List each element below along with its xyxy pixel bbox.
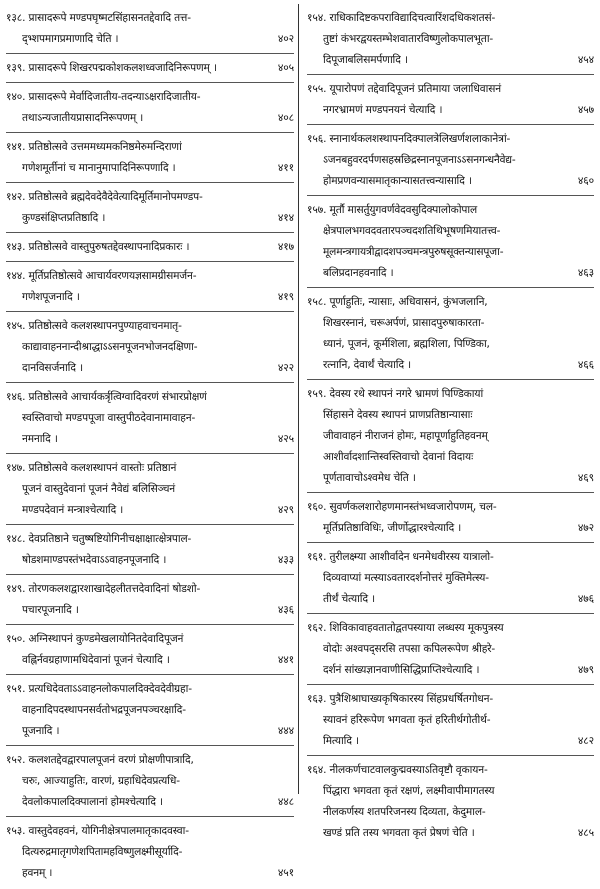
entry-continuation-line: पिंद्धारा भगवता कृतं रक्षणं, लक्ष्मीवापीमागतस्य — [323, 785, 495, 797]
page-number: ४६३ — [577, 267, 594, 279]
entry-heading-line: १३९. प्रासादरूपे शिखरपद्मकोशकलशध्वजादिनिरूपणम् । ४०५ — [6, 58, 294, 79]
index-entry — [6, 235, 294, 262]
page-number: ४७९ — [577, 664, 594, 676]
index-entry — [6, 185, 294, 233]
page-number: ४२२ — [277, 362, 294, 374]
entry-heading-line: १५०. अग्निस्थापनं कुण्डमेखलायोनितदेवादिपूजनं — [6, 633, 184, 645]
index-entry — [6, 748, 294, 817]
page-number: ४५७ — [577, 104, 594, 116]
index-entry — [307, 127, 594, 196]
entry-heading-line: १४८. देवप्रतिष्ठाने चतुष्षष्टियोगिनीचक्षाक्षात्क्षेत्रपाल- — [6, 533, 192, 545]
entry-heading-line: १५९. देवस्य रथे स्थापनं नगरे भ्रामणं पिण्डिकायां — [307, 388, 484, 400]
entry-heading-line: १४६. प्रतिष्ठोत्सवे आचार्यकर्त्रृत्विग्वादिवरणं संभारप्रोक्षणं — [6, 391, 207, 403]
page-number: ४८२ — [577, 735, 594, 747]
entry-continuation-line: वोदोः अश्वपद्सरसि तपसा कपिलरूपेण श्रीहरे- — [323, 643, 496, 655]
entry-continuation-line: बलिप्रदानहवनादि । ४६३ — [307, 263, 594, 284]
index-entry — [6, 264, 294, 312]
page-number: ४४४ — [277, 725, 294, 737]
page-number: ४१४ — [277, 212, 294, 224]
page-number: ४५१ — [277, 867, 294, 879]
index-entry — [307, 6, 594, 75]
entry-heading-line: १५६. स्नानार्थकलशस्थापनदिक्पालत्रेलिखर्णशलाकानेत्रां- — [307, 133, 511, 145]
entry-continuation-line: देवलोकपालदिक्पालानां होमश्चेत्यादि । ४४८ — [6, 792, 294, 813]
index-entry — [6, 385, 294, 454]
entry-continuation-line: तीर्थं चेत्यादि । ४७६ — [307, 589, 594, 610]
entry-heading-line: १५१. प्रत्यधिदेवताऽऽवाहनलोकपालदिक्देवदेवीग्रहा- — [6, 683, 192, 695]
page-number: ४७२ — [577, 522, 594, 534]
page-number: ४६९ — [577, 472, 594, 484]
page-number: ४६० — [577, 175, 594, 187]
index-entry — [6, 577, 294, 625]
entry-continuation-line: रत्नानि, देवार्थं चेत्यादि । ४६६ — [307, 355, 594, 376]
index-entry — [6, 627, 294, 675]
entry-continuation-line: स्वस्तिवाचो मण्डपपूजा वास्तुपीठदेवानामावाहन- — [22, 412, 196, 424]
entry-continuation-line: शिखरस्नानं, चरूअर्पणं, प्रासादपुरुषाकारता- — [323, 317, 485, 329]
entry-continuation-line: क्षेत्रपालभगवदवतारपञ्चदशतिथिभूषणमियातत्त्व- — [323, 225, 501, 237]
entry-continuation-line: दिपूजाबलिसमर्पणादि । ४५४ — [307, 50, 594, 71]
entry-heading-line: १४१. प्रतिष्ठोत्सवे उत्तममध्यमकनिष्ठमेरुमन्दिराणां — [6, 141, 182, 153]
entry-heading-line: १४०. प्रासादरूपे मेर्वादिजातीय-तदन्याऽक्षरादिजातीय- — [6, 91, 201, 103]
index-entry — [307, 758, 594, 847]
entry-heading-line: १४३. प्रतिष्ठोत्सवे वास्तुपुरुषतद्देवस्थापनादिप्रकारः । ४१७ — [6, 237, 294, 258]
page-number: ४२५ — [277, 433, 294, 445]
entry-continuation-line: सिंहासने देवस्य स्थापनं प्राणप्रतिष्ठान्यासाः — [323, 409, 473, 421]
entry-continuation-line: जीवावाहनं नीराजनं होमः, महापूर्णाहुतिहवनम् — [323, 430, 488, 442]
index-entry — [6, 677, 294, 746]
entry-continuation-line: मूर्तिप्रतिष्ठाविधिः, जीर्णोद्धारश्चेत्यादि । ४७२ — [307, 518, 594, 539]
index-entry — [6, 135, 294, 183]
page-number: ४५४ — [577, 54, 594, 66]
index-entry — [307, 545, 594, 614]
entry-continuation-line: कुण्डसंक्षिप्तप्रतिष्ठादि । ४१४ — [6, 208, 294, 229]
entry-continuation-line: दर्शनं सांख्यज्ञानवाणीसिद्धिप्राप्तिश्चेत्यादि । ४७९ — [307, 660, 594, 681]
entry-continuation-line: पूजनादि । ४४४ — [6, 721, 294, 742]
entry-continuation-line: द्भ्शपमागप्रमाणादि चेति । ४०२ — [6, 29, 294, 50]
index-entry — [6, 456, 294, 525]
entry-continuation-line: काद्यावाहननान्दीश्राद्धाऽऽसनपूजनभोजनदक्षिणा- — [22, 341, 198, 353]
entry-continuation-line: दिव्यवाप्यां मत्स्याऽवतारदर्शनोत्तरं मुक्तिमेत्स्य- — [323, 572, 489, 584]
entry-continuation-line: नमनादि । ४२५ — [6, 429, 294, 450]
page-number: ४४१ — [277, 654, 294, 666]
index-entry — [6, 527, 294, 575]
entry-continuation-line: षोडशमाण्डपस्तंभदेवाऽऽवाहनपूजनादि । ४३३ — [6, 550, 294, 571]
entry-continuation-line: वह्निर्नवग्रहाणामधिदेवानां पूजनं चेत्यादि । ४४१ — [6, 650, 294, 671]
entry-heading-line: १४२. प्रतिष्ठोत्सवे ब्रह्मदेवदेवैदेवेत्यादिमूर्तिमानोपमण्डप- — [6, 191, 203, 203]
entry-heading-line: १४९. तोरणकलशद्वारशाखादेहलीतत्तदेवादिनां षोडशो- — [6, 583, 201, 595]
entry-continuation-line: पूर्णतावाचोऽश्वमेध चेति । ४६९ — [307, 468, 594, 489]
entry-continuation-line: स्यावनं हरिरूपेण भगवता कृतं हरितीर्थगोतीर्थ- — [323, 714, 491, 726]
page-number: ४११ — [277, 162, 294, 174]
entry-continuation-line: नीलकर्णस्य शतपरिजनस्य दिव्यता, केदुमाल- — [323, 806, 486, 818]
entry-heading-line: १६१. तुरीलक्ष्म्या आशीर्वादेन धनमेधवीरस्य यात्रालो- — [307, 551, 494, 563]
index-entry — [307, 382, 594, 493]
entry-heading-line: १५४. राधिकादिष्टकपराविद्यादिचत्वारिंशदधिकशतसं- — [307, 12, 496, 24]
entry-continuation-line: ऽजनबहुवरदर्पणसहस्रछिद्रस्नानपूजनाऽऽसनगन्धनैवेद्य- — [323, 154, 516, 166]
index-entry — [307, 290, 594, 380]
page-number: ४८५ — [577, 827, 594, 839]
page-number: ४१९ — [277, 291, 294, 303]
left-column — [6, 6, 294, 889]
entry-continuation-line: पचारपूजनादि । ४३६ — [6, 600, 294, 621]
index-entry — [6, 85, 294, 133]
entry-heading-line: १५७. मूर्तौ मासर्तुयुगवर्णवेदवसुदिक्पालोकोपाल — [307, 204, 478, 216]
entry-continuation-line: मित्यादि । ४८२ — [307, 731, 594, 752]
entry-continuation-line: मूलमन्त्रगायत्रीद्वादशपञ्चमन्त्रपुरुषसूक्तन्यासपूजा- — [323, 246, 504, 258]
page-number: ४३३ — [277, 554, 294, 566]
entry-continuation-line: चरुः, आज्याहुतिः, वारणं, ग्रहाधिदेवप्रत्यधि- — [22, 775, 180, 787]
entry-continuation-line: नगरभ्रामणं मण्डपनयनं चेत्यादि । ४५७ — [307, 100, 594, 121]
index-entry — [6, 314, 294, 383]
entry-continuation-line: होमप्रणवन्यासमातृकान्यासतत्त्वन्यासादि । ४६० — [307, 171, 594, 192]
entry-heading-line: १५२. कलशतद्देवद्वारपालपूजनं वरणं प्रोक्षणीपात्रादि, — [6, 754, 194, 766]
index-entry — [307, 77, 594, 125]
index-entry — [307, 198, 594, 288]
entry-heading-line: १६३. पुत्रैशिश्राघाख्यकृषिकारस्य सिंहप्रधर्षितगोधन- — [307, 693, 494, 705]
page-number: ४०५ — [277, 62, 294, 74]
entry-continuation-line: खण्डं प्रति तस्य भगवता कृतं प्रेषणं चेति । ४८५ — [307, 823, 594, 844]
page-number: ४१७ — [277, 241, 294, 253]
entry-continuation-line: गणेशमूर्तीनां च मानानुमापादिनिरूपणादि । ४११ — [6, 158, 294, 179]
entry-heading-line: १६४. नीलकर्णचाटवालकुद्मवस्याऽतिवृष्टौ वृकायन- — [307, 764, 488, 776]
page-number: ४३६ — [277, 604, 294, 616]
page-number: ४२९ — [277, 504, 294, 516]
entry-continuation-line: गणेशपूजनादि । ४१९ — [6, 287, 294, 308]
page-number: ४४८ — [277, 796, 294, 808]
entry-continuation-line: वाहनादिपदस्थापनसर्वतोभद्रपूजनपञ्चरक्षादि- — [22, 704, 186, 716]
entry-heading-line: १५३. वास्तुदेवहवनं, योगिनीक्षेत्रपालमातृकादवस्वा- — [6, 825, 189, 837]
entry-heading-line: १६०. सुवर्णकलशारोहणमानस्तंभध्वजारोपणम्, चल- — [307, 501, 497, 513]
entry-heading-line: १४४. मूर्तिप्रतिष्ठोत्सवे आचार्यवरणयज्ञसामग्रीसमर्जन- — [6, 270, 197, 282]
page-number: ४०८ — [277, 112, 294, 124]
right-column — [307, 6, 594, 849]
entry-continuation-line: ध्यानं, पूजनं, कूर्मशिला, ब्रह्मशिला, पिण्डिका, — [323, 338, 490, 350]
index-entry — [6, 819, 294, 887]
entry-continuation-line: आशीर्वादशान्तिस्वस्तिवाचो देवानां विदायः — [323, 451, 474, 463]
page-number: ४०२ — [277, 33, 294, 45]
entry-heading-line: १४५. प्रतिष्ठोत्सवे कलशस्थापनपुण्याहवाचनमातृ- — [6, 320, 182, 332]
entry-continuation-line: हवनम् । ४५१ — [6, 863, 294, 884]
entry-heading-line: १४७. प्रतिष्ठोत्सवे कलशस्थापनं वास्तोः प्रतिष्ठानं — [6, 462, 177, 474]
entry-heading-line: १५८. पूर्णाहुतिः, न्यासाः, अधिवासनं, कुंभजलानि, — [307, 296, 488, 308]
index-entry — [307, 495, 594, 543]
entry-continuation-line: तुष्टां कंभरद्वयस्तम्भेशवातारविष्णुलोकपालभूता- — [323, 33, 494, 45]
entry-heading-line: १६२. शिविकावाहवतातोद्वतपस्याया लब्धस्य मूकपुत्रस्य — [307, 622, 504, 634]
entry-heading-line: १३८. प्रासादरूपे मण्डपघृष्मटसिंहासनतद्देवादि तत्त- — [6, 12, 191, 24]
entry-continuation-line: दानविसर्जनादि । ४२२ — [6, 358, 294, 379]
page-number: ४६६ — [577, 359, 594, 371]
index-entry — [307, 687, 594, 756]
page-number: ४७६ — [577, 593, 594, 605]
index-entry — [6, 56, 294, 83]
entry-continuation-line: दित्यरुद्रमातृगणेशपितामहविष्णुलक्ष्मीसूर्यादि- — [22, 846, 183, 858]
entry-continuation-line: तथाऽन्यजातीयप्रासादनिरूपणम् । ४०८ — [6, 108, 294, 129]
index-entry — [6, 6, 294, 54]
column-divider — [298, 4, 299, 794]
index-entry — [307, 616, 594, 685]
entry-heading-line: १५५. यूपारोपणं तद्देवादिपूजनं प्रतिमाया जलाधिवासनं — [307, 83, 501, 95]
entry-continuation-line: पूजनं वास्तुदेवानां पूजनं नैवेद्यं बलिसिञ्चनं — [22, 483, 175, 495]
entry-continuation-line: मण्डपदेवानं मन्त्राश्चेत्यादि । ४२९ — [6, 500, 294, 521]
